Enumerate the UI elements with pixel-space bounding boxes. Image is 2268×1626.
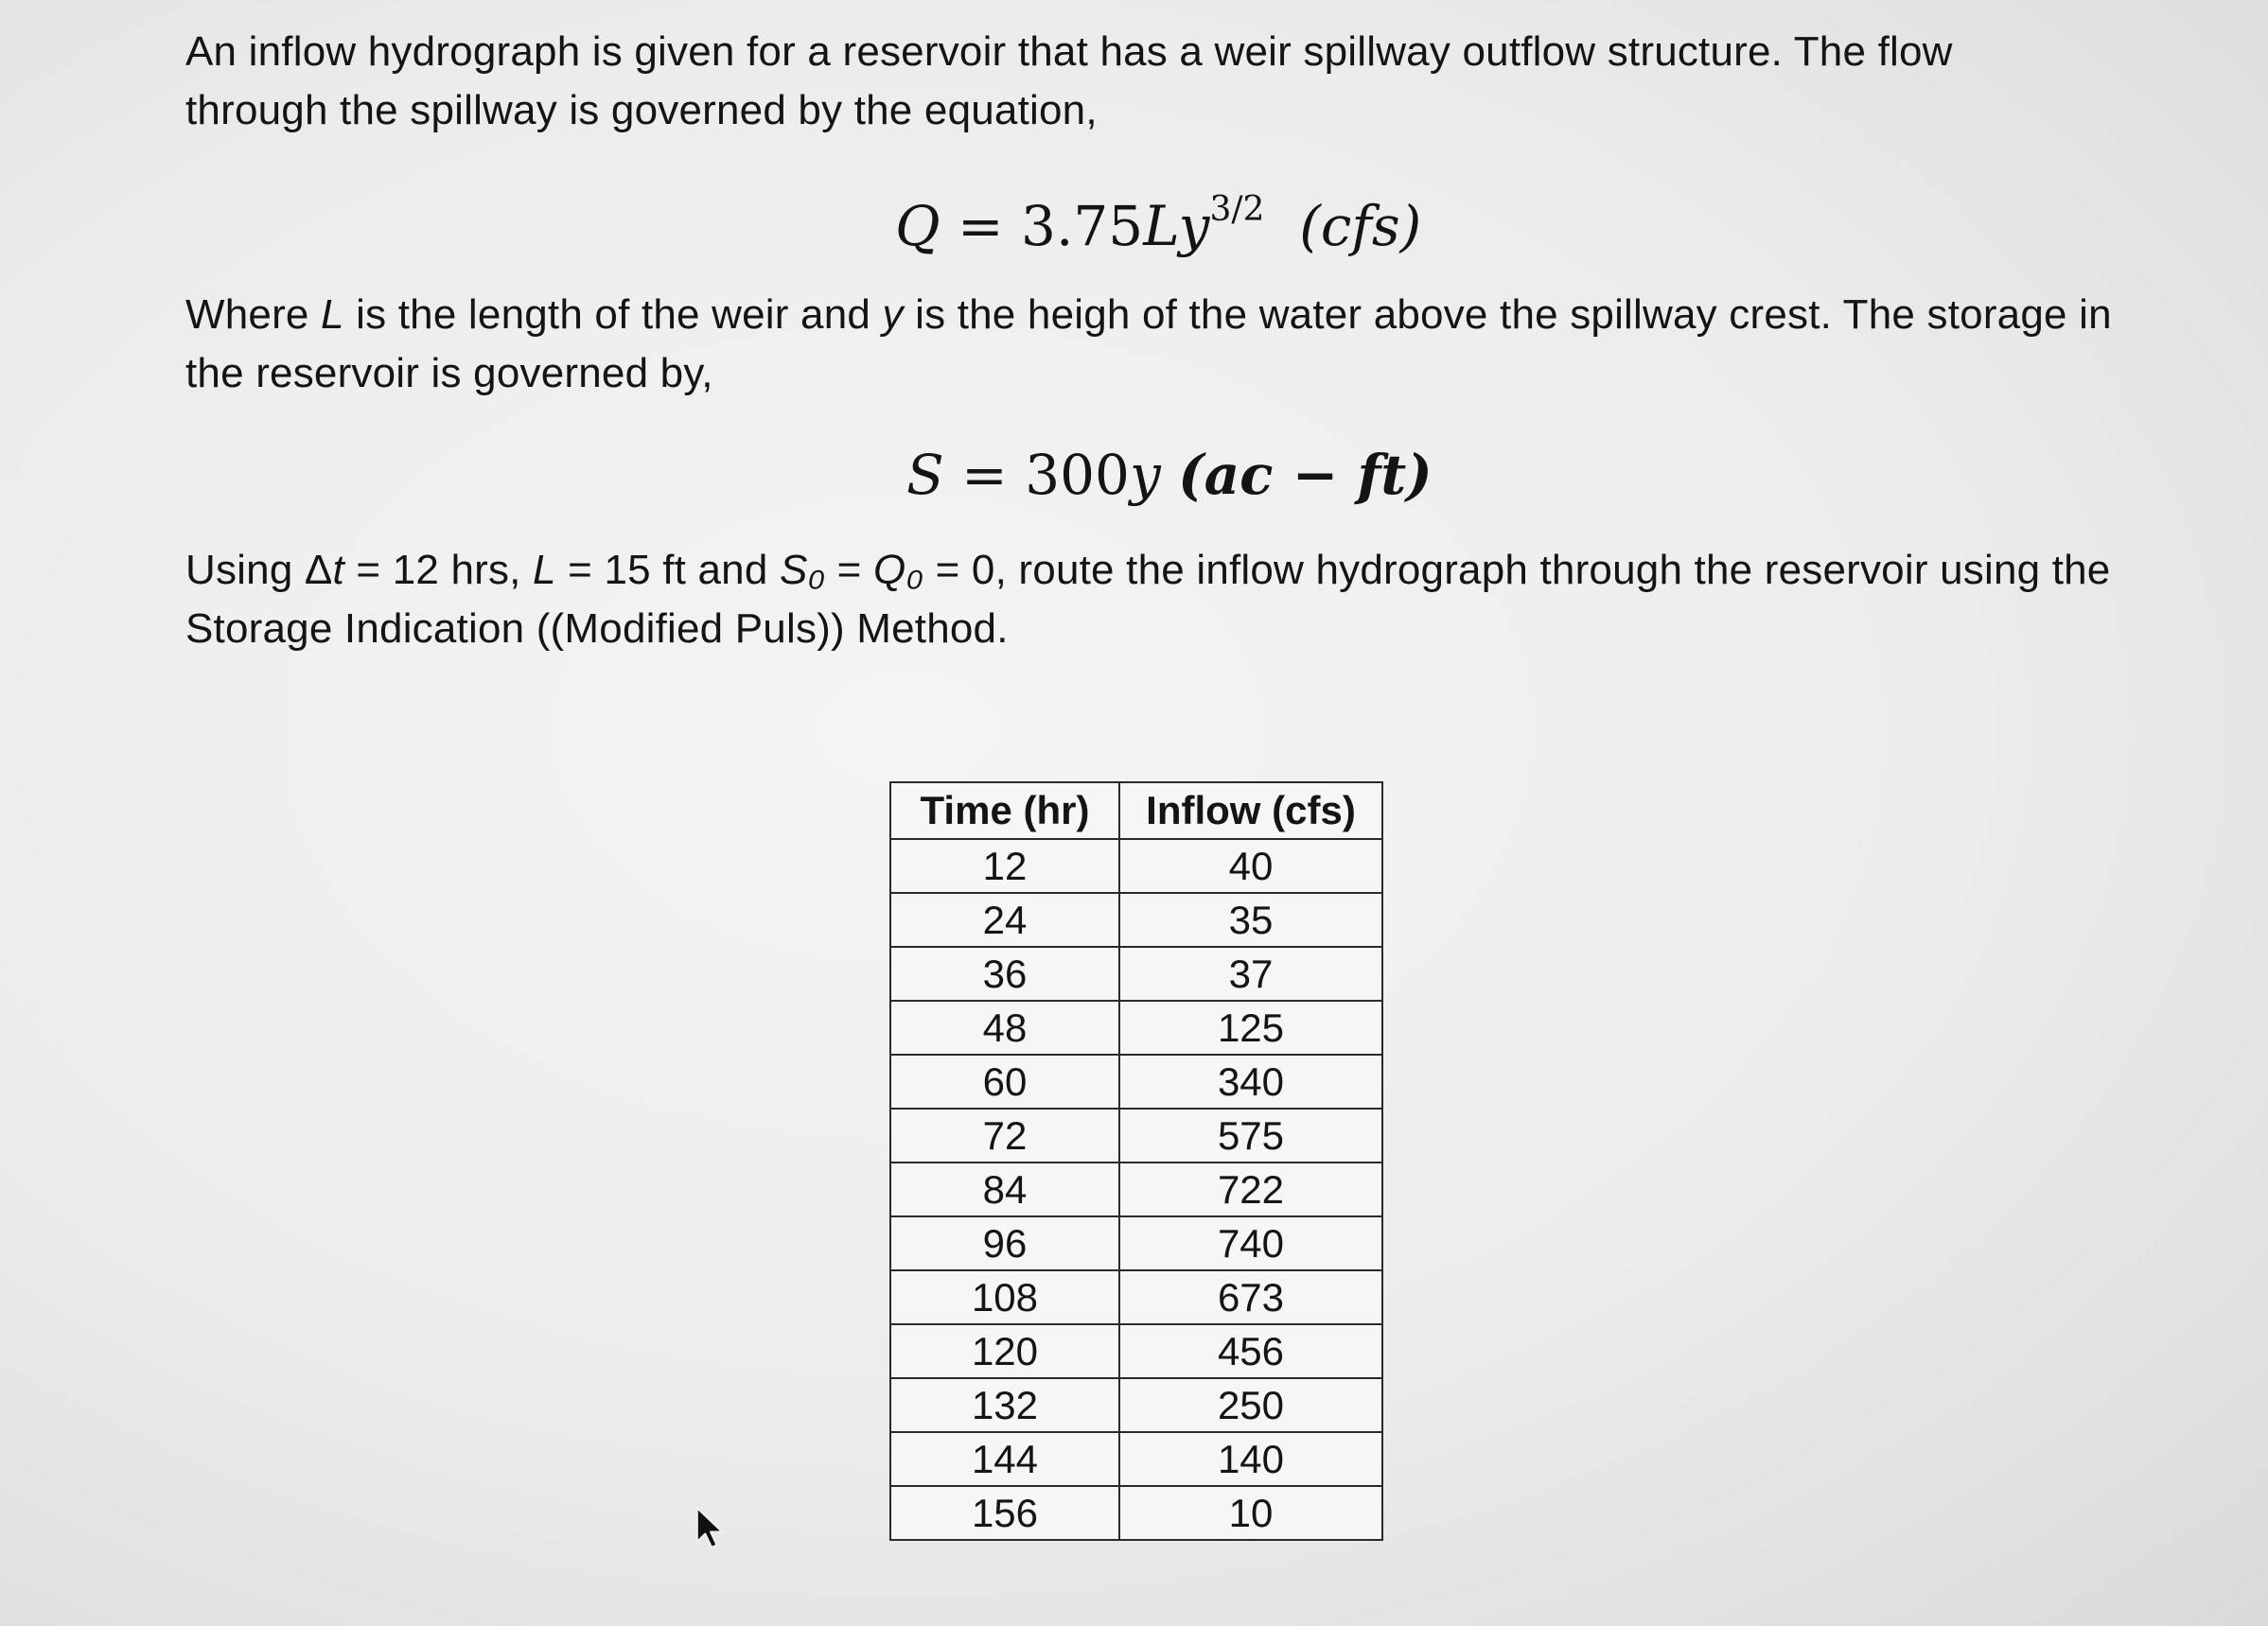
instruction-text-c: = 15 ft and bbox=[555, 547, 780, 593]
equation1-exponent: 3/2 bbox=[1209, 190, 1265, 229]
storage-equation bbox=[906, 443, 1433, 507]
equation2-variable: y bbox=[1129, 443, 1161, 507]
mouse-pointer-icon bbox=[694, 1506, 729, 1549]
time-cell: 12 bbox=[890, 839, 1119, 893]
equation1-variables: Ly bbox=[1143, 194, 1210, 258]
table-row bbox=[890, 1378, 1382, 1432]
equation1-lhs: Q bbox=[895, 194, 941, 258]
inflow-cell: 10 bbox=[1119, 1486, 1382, 1540]
instruction-var-S0: S₀ bbox=[779, 547, 826, 593]
instruction-text-e: = 0, route the inflow hydrograph through the reservoir using the bbox=[923, 547, 2111, 593]
time-cell: 36 bbox=[890, 947, 1119, 1001]
definition-var-L: L bbox=[321, 291, 344, 338]
time-cell: 24 bbox=[890, 893, 1119, 947]
instruction-text-b: = 12 hrs, bbox=[343, 547, 534, 593]
table-row bbox=[890, 893, 1382, 947]
time-cell: 108 bbox=[890, 1270, 1119, 1324]
definition-line-1 bbox=[185, 286, 2112, 344]
intro-line-2: through the spillway is governed by the equation, bbox=[185, 87, 1098, 133]
inflow-cell: 250 bbox=[1119, 1378, 1382, 1432]
definition-paragraph bbox=[185, 286, 2112, 403]
inflow-cell: 35 bbox=[1119, 893, 1382, 947]
time-cell: 156 bbox=[890, 1486, 1119, 1540]
definition-text-a: Where bbox=[185, 291, 322, 338]
table-row bbox=[890, 1001, 1382, 1055]
time-cell: 144 bbox=[890, 1432, 1119, 1486]
inflow-cell: 575 bbox=[1119, 1109, 1382, 1163]
inflow-cell: 125 bbox=[1119, 1001, 1382, 1055]
equation1-coefficient: 3.75 bbox=[1021, 194, 1144, 258]
table-row bbox=[890, 1055, 1382, 1109]
table-header-row bbox=[890, 782, 1382, 839]
definition-line-2: the reservoir is governed by, bbox=[185, 350, 713, 396]
inflow-cell: 722 bbox=[1119, 1163, 1382, 1216]
time-cell: 132 bbox=[890, 1378, 1119, 1432]
inflow-cell: 140 bbox=[1119, 1432, 1382, 1486]
table-row bbox=[890, 947, 1382, 1001]
equation1-equals: = bbox=[940, 194, 1022, 258]
definition-var-y: y bbox=[882, 291, 904, 338]
instruction-var-t: t bbox=[332, 547, 344, 593]
equation2-coefficient: 300 bbox=[1025, 443, 1130, 507]
time-cell: 60 bbox=[890, 1055, 1119, 1109]
table-row bbox=[890, 1216, 1382, 1270]
intro-paragraph bbox=[185, 23, 2002, 140]
equation2-unit: (ac − ft) bbox=[1178, 443, 1433, 507]
time-cell: 72 bbox=[890, 1109, 1119, 1163]
inflow-cell: 673 bbox=[1119, 1270, 1382, 1324]
inflow-cell: 456 bbox=[1119, 1324, 1382, 1378]
time-cell: 84 bbox=[890, 1163, 1119, 1216]
equation1-unit: (cfs) bbox=[1299, 194, 1422, 258]
instruction-text-d: = bbox=[825, 547, 873, 593]
intro-line-1: An inflow hydrograph is given for a reservoir that has a weir spillway outflow structure. The flow bbox=[185, 28, 1953, 75]
table-row bbox=[890, 1270, 1382, 1324]
inflow-cell: 340 bbox=[1119, 1055, 1382, 1109]
weir-flow-equation bbox=[895, 190, 1422, 258]
instruction-var-L: L bbox=[533, 547, 556, 593]
table-row bbox=[890, 1432, 1382, 1486]
time-cell: 48 bbox=[890, 1001, 1119, 1055]
table-row bbox=[890, 839, 1382, 893]
instruction-var-Q0: Q₀ bbox=[873, 547, 924, 593]
table-row bbox=[890, 1163, 1382, 1216]
definition-text-c: is the heigh of the water above the spillway crest. The storage in bbox=[903, 291, 2112, 338]
time-cell: 96 bbox=[890, 1216, 1119, 1270]
instruction-paragraph bbox=[185, 541, 2111, 658]
inflow-cell: 40 bbox=[1119, 839, 1382, 893]
inflow-hydrograph-table bbox=[889, 781, 1383, 1541]
equation2-equals: = bbox=[943, 443, 1026, 507]
instruction-text-a: Using Δ bbox=[185, 547, 333, 593]
inflow-cell: 37 bbox=[1119, 947, 1382, 1001]
definition-text-b: is the length of the weir and bbox=[343, 291, 883, 338]
table-row bbox=[890, 1324, 1382, 1378]
time-cell: 120 bbox=[890, 1324, 1119, 1378]
table-row bbox=[890, 1109, 1382, 1163]
instruction-line-2: Storage Indication ((Modified Puls)) Method. bbox=[185, 605, 1009, 652]
inflow-column-header: Inflow (cfs) bbox=[1119, 782, 1382, 839]
time-column-header: Time (hr) bbox=[890, 782, 1119, 839]
instruction-line-1 bbox=[185, 541, 2111, 600]
inflow-cell: 740 bbox=[1119, 1216, 1382, 1270]
equation2-lhs: S bbox=[906, 443, 944, 507]
table-row bbox=[890, 1486, 1382, 1540]
